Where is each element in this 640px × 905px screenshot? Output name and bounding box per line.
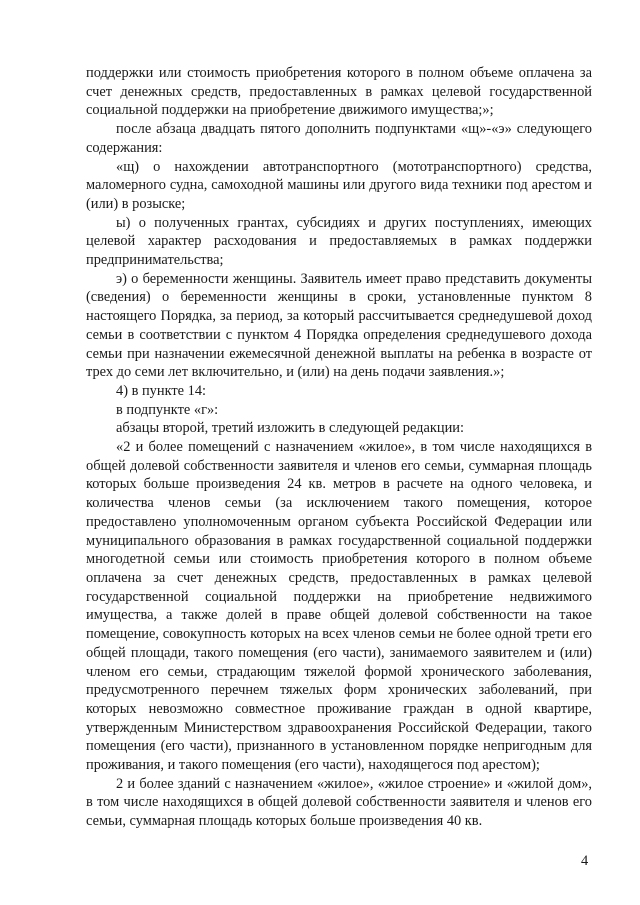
- page-number: 4: [581, 853, 589, 869]
- paragraph-9: «2 и более помещений с назначением «жилое», в том числе находящихся в общей долевой собственности заявителя и членов его семьи, суммарная площадь которых больше произведения 24 кв. метров в расчете на одного человека, и количества членов семьи (за исключением такого помещения, которое предоставлено уполномоченным органом субъекта Российской Федерации или муниципального образования в рамках государственной социальной поддержки многодетной семьи или стоимость приобретения которого в полном объеме оплачена за счет денежных средств, предоставленных в рамках целевой государственной социальной поддержки на приобретение недвижимого имущества, а также долей в праве общей долевой собственности на такое помещение, совокупность которых на всех членов семьи не более одной трети его общей площади, такого помещения (его части), занимаемого заявителем и (или) членом его семьи, страдающим тяжелой формой хронического заболевания, предусмотренного перечнем тяжелых форм хронических заболеваний, при которых невозможно совместное проживание граждан в одной квартире, утвержденным Министерством здравоохранения Российской Федерации, такого помещения (его части), признанного в установленном порядке непригодным для проживания, и такого помещения (его части), находящегося под арестом);: [86, 439, 592, 774]
- paragraph-7: в подпункте «г»:: [116, 401, 219, 418]
- document-body: [86, 64, 592, 831]
- paragraph-1: поддержки или стоимость приобретения которого в полном объеме оплачена за счет денежных средств, предоставленных в рамках целевой государственной социальной поддержки на приобретение движимого имущества;»;: [86, 65, 592, 119]
- paragraph-8: абзацы второй, третий изложить в следующей редакции:: [116, 420, 464, 437]
- paragraph-4: ы) о полученных грантах, субсидиях и других поступлениях, имеющих целевой характер расходования и предоставляемых в рамках поддержки предпринимательства;: [86, 214, 592, 269]
- paragraph-2: после абзаца двадцать пятого дополнить подпунктами «щ»-«э» следующего содержания:: [86, 121, 592, 156]
- paragraph-10: 2 и более зданий с назначением «жилое», «жилое строение» и «жилой дом», в том числе находящихся в общей долевой собственности заявителя и членов его семьи, суммарная площадь которых больше произведения 40 кв.: [86, 775, 592, 830]
- paragraph-5: э) о беременности женщины. Заявитель имеет право представить документы (сведения) о беременности женщины в сроки, установленные пунктом 8 настоящего Порядка, за период, за который рассчитывается среднедушевой доход семьи в соответствии с пунктом 4 Порядка определения среднедушевого дохода семьи при назначении ежемесячной денежной выплаты на ребенка в возрасте от трех до семи лет включительно, и (или) на день подачи заявления.»;: [86, 270, 592, 381]
- paragraph-3: «щ) о нахождении автотранспортного (мототранспортного) средства, маломерного судна, самоходной машины или другого вида техники под арестом и (или) в розыске;: [86, 158, 592, 212]
- paragraph-6: 4) в пункте 14:: [116, 382, 207, 399]
